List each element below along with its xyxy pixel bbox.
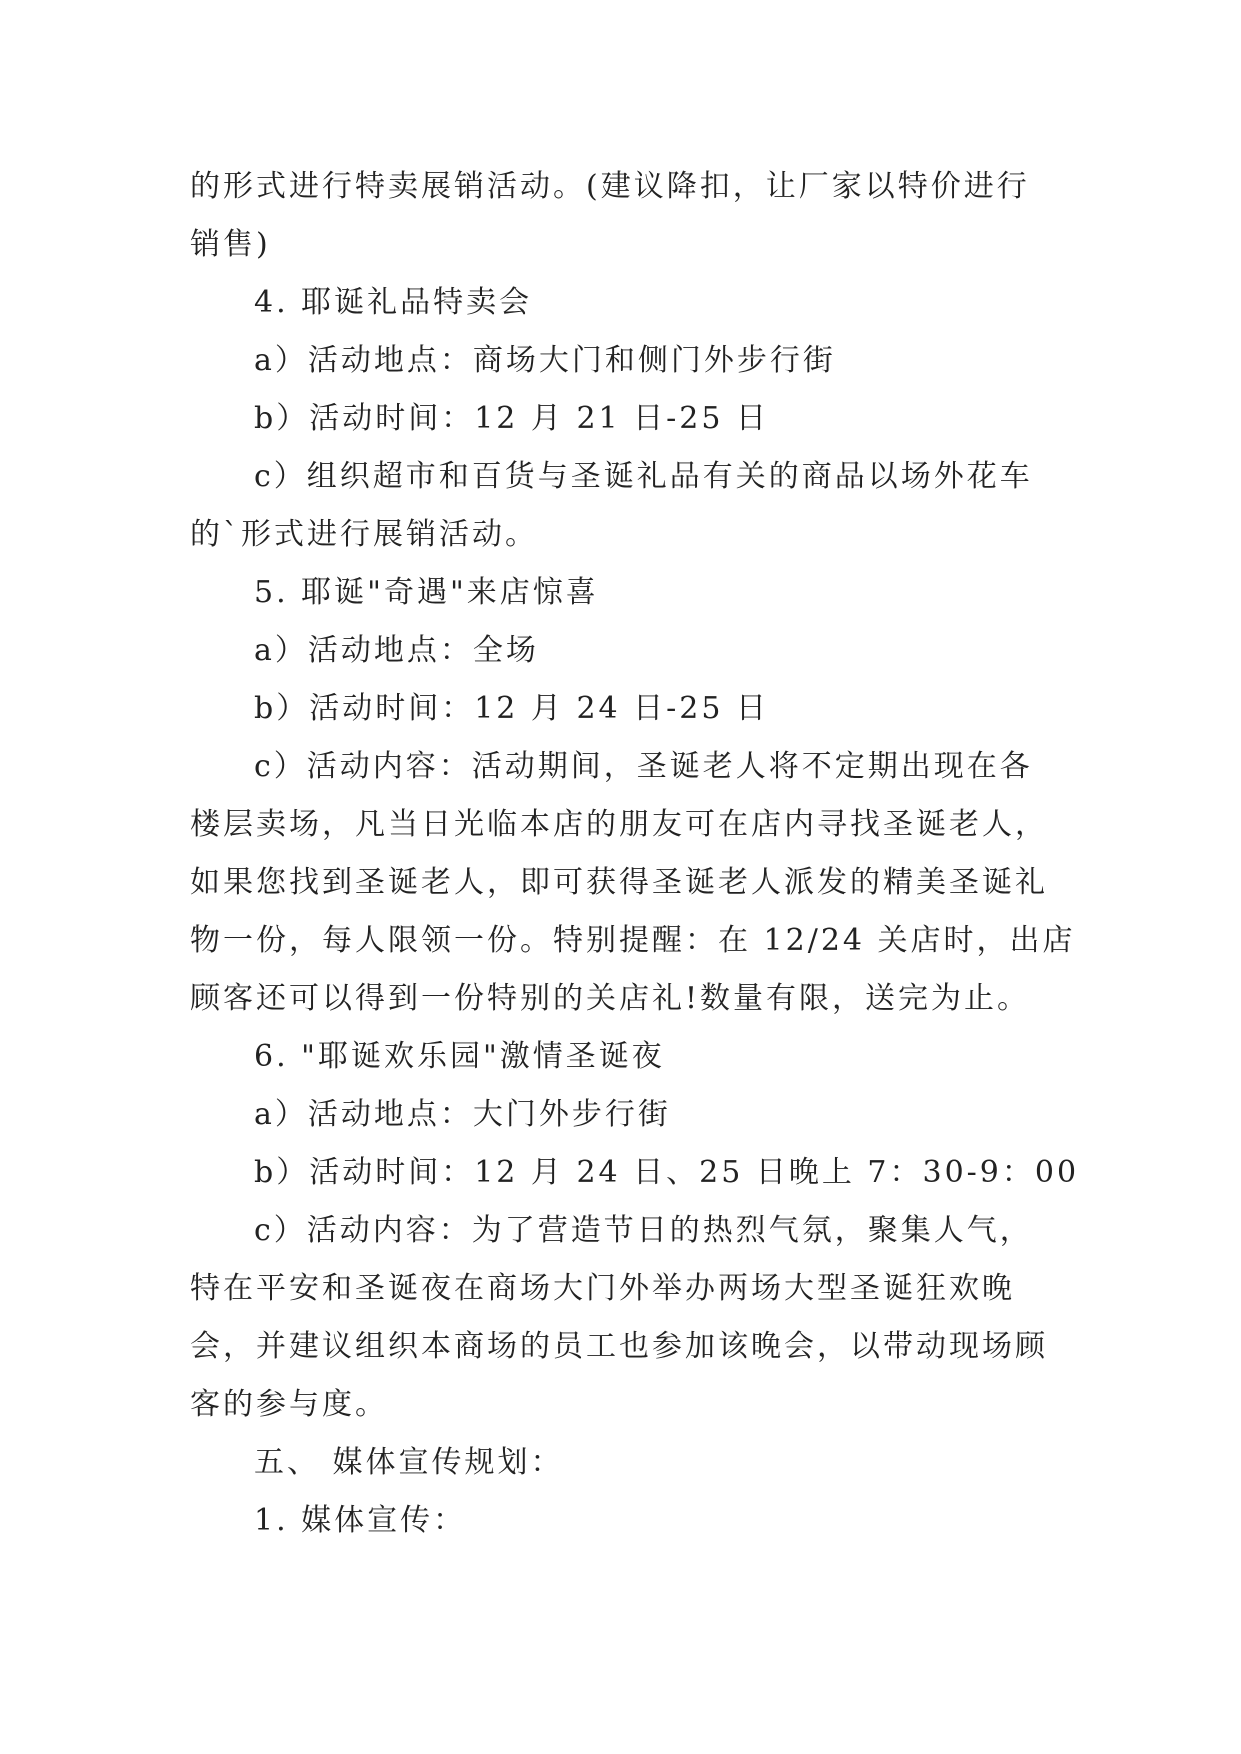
text-line: 销售)	[190, 227, 271, 262]
text-line: 物一份，每人限领一份。特别提醒：在 12/24 关店时，出店	[190, 923, 1076, 958]
chapter-heading: 五、 媒体宣传规划：	[254, 1445, 564, 1480]
list-item: c）活动内容：为了营造节日的热烈气氛，聚集人气，	[254, 1213, 1033, 1248]
document-body	[190, 158, 1080, 1550]
section-heading: 4. 耶诞礼品特卖会	[254, 285, 533, 320]
list-item: b）活动时间：12 月 24 日、25 日晚上 7：30-9：00	[254, 1155, 1080, 1190]
list-item: b）活动时间：12 月 21 日-25 日	[254, 401, 770, 436]
text-line: 的形式进行特卖展销活动。(建议降扣，让厂家以特价进行	[190, 169, 1030, 204]
text-line: 客的参与度。	[190, 1387, 388, 1422]
list-item: a）活动地点：大门外步行街	[254, 1097, 671, 1132]
list-item: c）活动内容：活动期间，圣诞老人将不定期出现在各	[254, 749, 1033, 784]
list-item: a）活动地点：全场	[254, 633, 539, 668]
section-heading: 5. 耶诞"奇遇"来店惊喜	[254, 575, 599, 610]
text-line: 楼层卖场，凡当日光临本店的朋友可在店内寻找圣诞老人，	[190, 807, 1048, 842]
section-heading: 1. 媒体宣传：	[254, 1503, 467, 1538]
section-heading: 6. "耶诞欢乐园"激情圣诞夜	[254, 1039, 665, 1074]
text-line: 会，并建议组织本商场的员工也参加该晚会，以带动现场顾	[190, 1329, 1048, 1364]
text-line: 特在平安和圣诞夜在商场大门外举办两场大型圣诞狂欢晚	[190, 1271, 1015, 1306]
list-item: b）活动时间：12 月 24 日-25 日	[254, 691, 770, 726]
text-line: 顾客还可以得到一份特别的关店礼!数量有限，送完为止。	[190, 981, 1031, 1016]
list-item: a）活动地点：商场大门和侧门外步行街	[254, 343, 836, 378]
list-item: c）组织超市和百货与圣诞礼品有关的商品以场外花车	[254, 459, 1033, 494]
text-line: 如果您找到圣诞老人，即可获得圣诞老人派发的精美圣诞礼	[190, 865, 1048, 900]
text-line: 的`形式进行展销活动。	[190, 517, 538, 552]
